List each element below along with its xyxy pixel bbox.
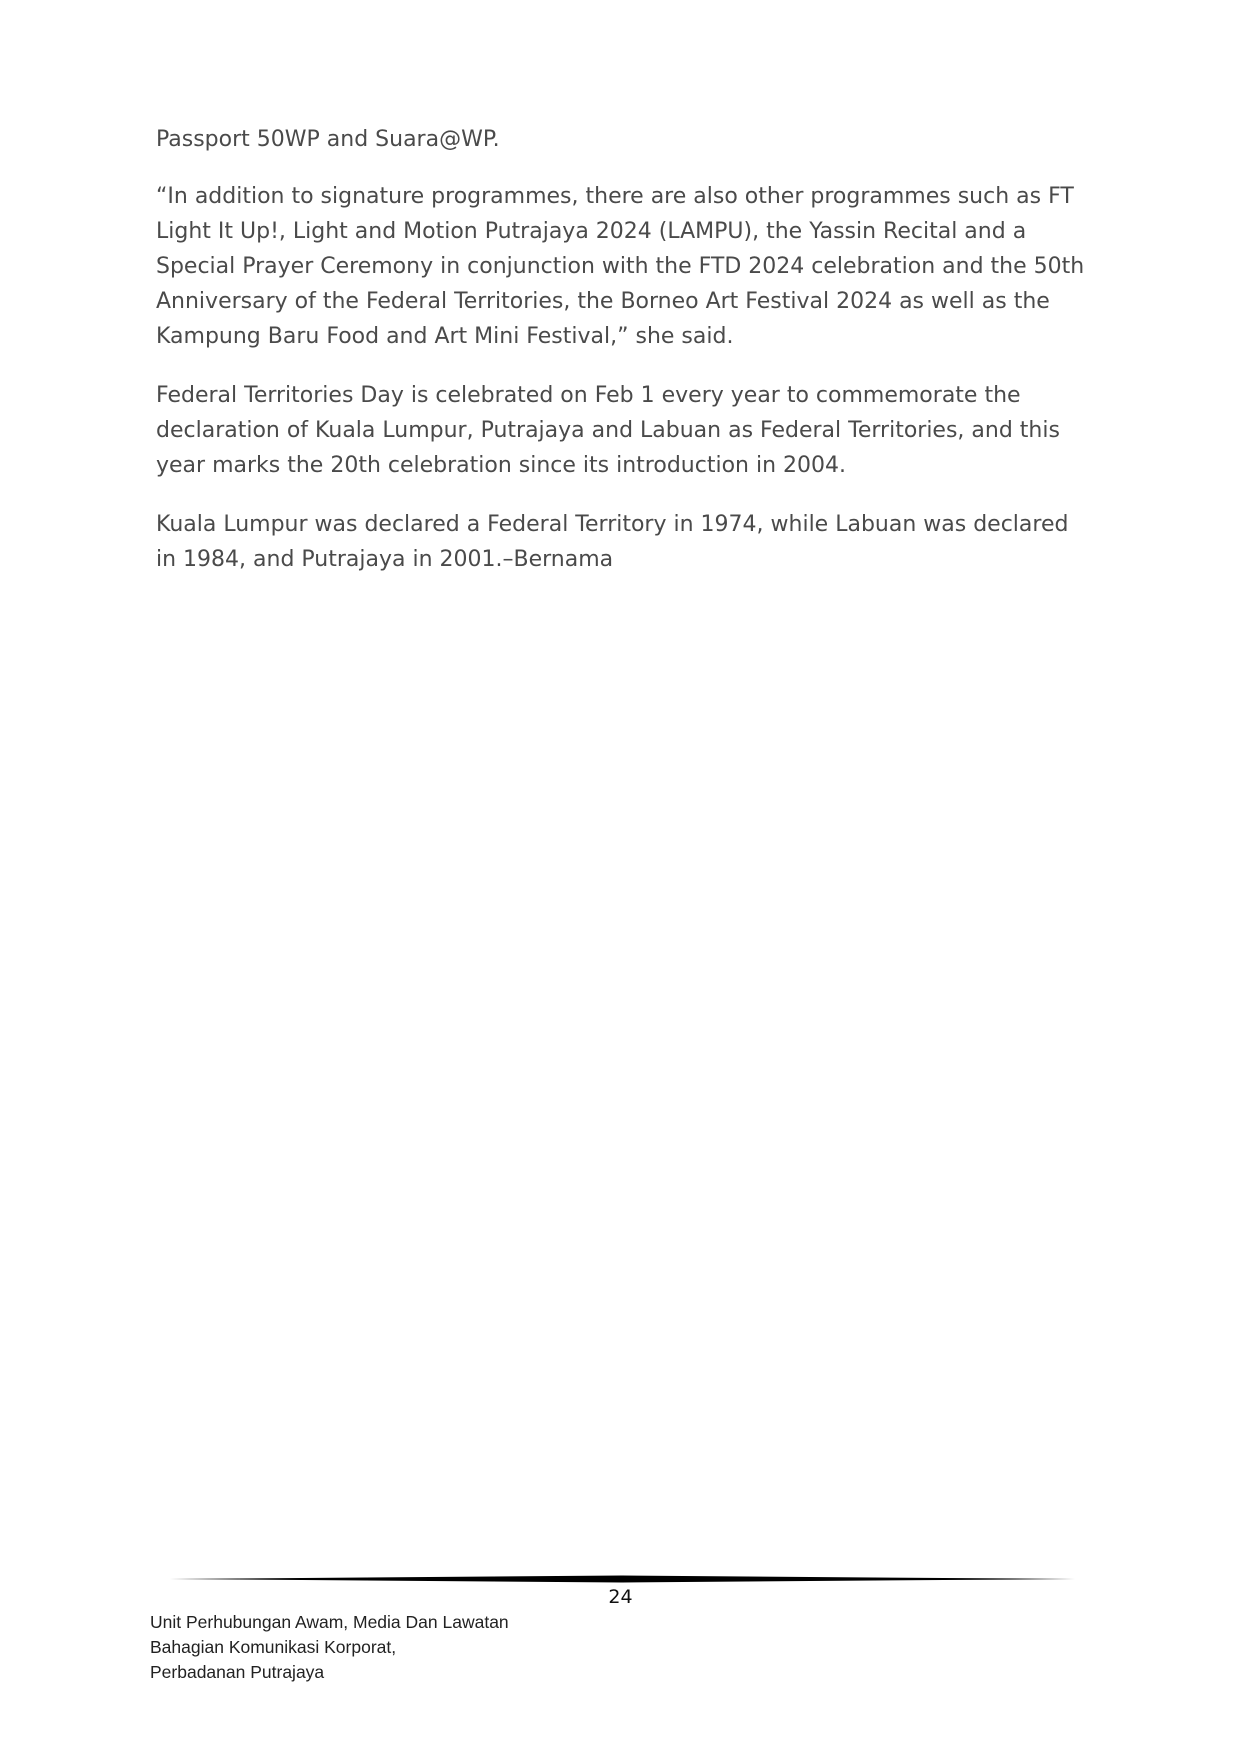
- footer-line: Perbadanan Putrajaya: [150, 1662, 325, 1682]
- article-paragraph: Kuala Lumpur was declared a Federal Territory in 1974, while Labuan was declared in 1984, and Putrajaya in 2001.–Bernama: [156, 512, 1069, 572]
- article-paragraph: Federal Territories Day is celebrated on Feb 1 every year to commemorate the declaration of Kuala Lumpur, Putrajaya and Labuan as Federal Territories, and this year marks the 20th celebration since its introduction in 2004.: [156, 383, 1060, 478]
- article-paragraph: Passport 50WP and Suara@WP.: [156, 127, 500, 152]
- article-body: [156, 122, 1086, 601]
- page-number: 24: [608, 1586, 633, 1608]
- footer-line: Unit Perhubungan Awam, Media Dan Lawatan: [150, 1612, 509, 1632]
- article-paragraph: “In addition to signature programmes, there are also other programmes such as FT Light It Up!, Light and Motion Putrajaya 2024 (LAMPU), the Yassin Recital and a Special Prayer Ceremony in conjunction with the FTD 2024 celebration and the 50th Anniversary of the Federal Territories, the Borneo Art Festival 2024 as well as the Kampung Baru Food and Art Mini Festival,” she said.: [156, 184, 1085, 349]
- footer-line: Bahagian Komunikasi Korporat,: [150, 1637, 397, 1657]
- footer-organization: [150, 1610, 509, 1685]
- footer-divider: [170, 1573, 1075, 1585]
